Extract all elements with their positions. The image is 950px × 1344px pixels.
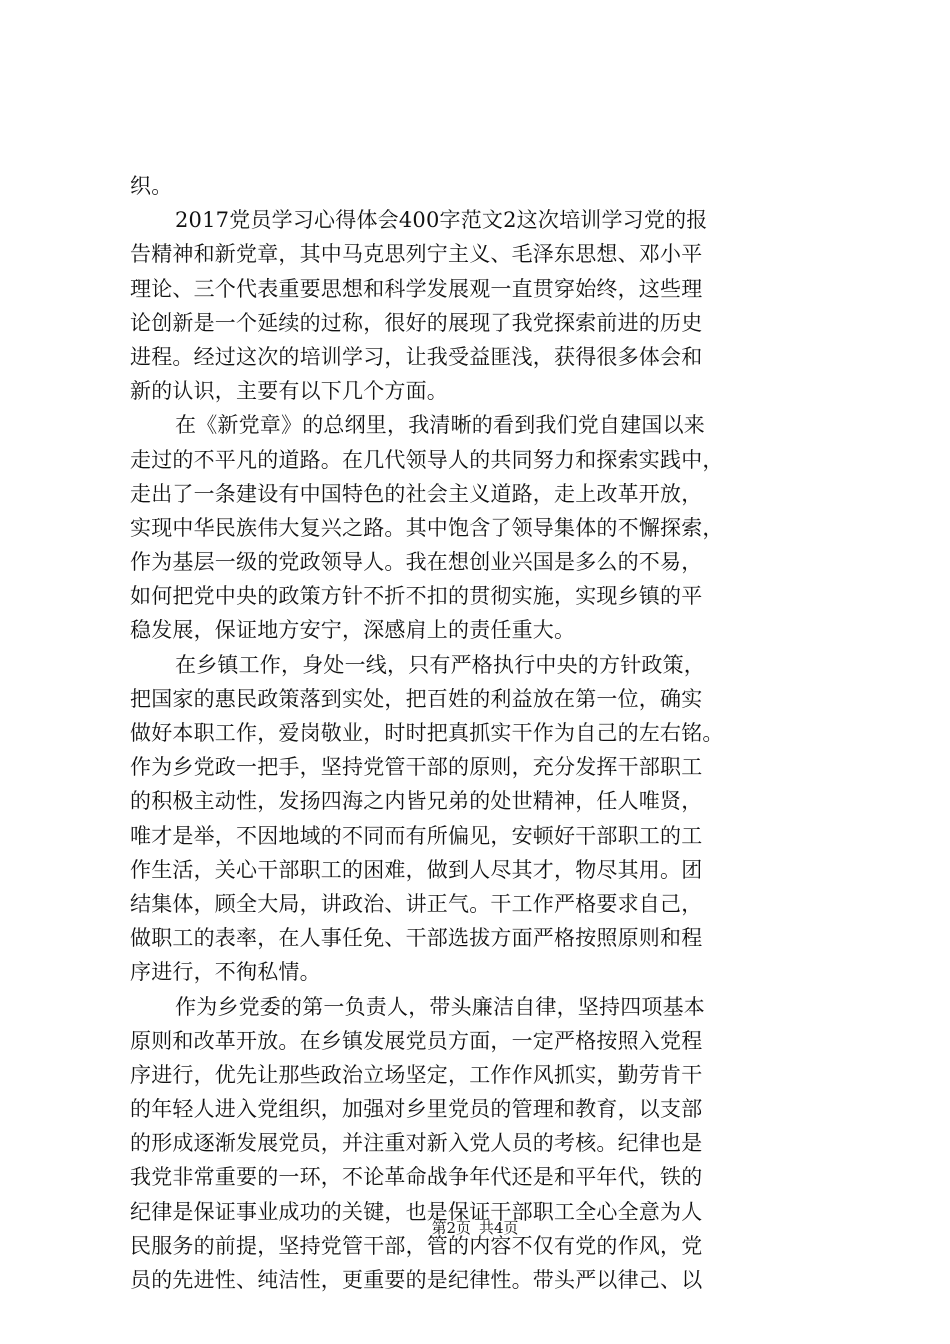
- text-line: 论创新是一个延续的过称，很好的展现了我党探索前进的历史: [130, 310, 703, 335]
- text-line: 的年轻人进入党组织，加强对乡里党员的管理和教育，以支部: [130, 1097, 703, 1122]
- body-text: [130, 169, 842, 1297]
- text-line: 原则和改革开放。在乡镇发展党员方面，一定严格按照入党程: [130, 1028, 703, 1053]
- text-line: 纪律是保证事业成功的关键，也是保证干部职工全心全意为人: [130, 1199, 703, 1224]
- text-line: 作生活，关心干部职工的困难，做到人尽其才，物尽其用。团: [130, 857, 703, 882]
- text-line: 实现中华民族伟大复兴之路。其中饱含了领导集体的不懈探索，: [130, 515, 724, 540]
- text-line: 员的先进性、纯洁性，更重要的是纪律性。带头严以律己、以: [130, 1268, 703, 1292]
- text-line: 我党非常重要的一环，不论革命战争年代还是和平年代，铁的: [130, 1165, 703, 1190]
- text-line: 序进行，优先让那些政治立场坚定，工作作风抓实，勤劳肯干: [130, 1062, 703, 1087]
- text-line: 的积极主动性，发扬四海之内皆兄弟的处世精神，任人唯贤，: [130, 789, 703, 814]
- text-line: 进程。经过这次的培训学习，让我受益匪浅，获得很多体会和: [130, 344, 703, 369]
- text-line: 新的认识，主要有以下几个方面。: [130, 379, 448, 404]
- text-line: 做好本职工作，爱岗敬业，时时把真抓实干作为自己的左右铭。: [130, 721, 724, 745]
- page-footer: [0, 1218, 950, 1238]
- text-line: 如何把党中央的政策方针不折不扣的贯彻实施，实现乡镇的平: [130, 584, 703, 609]
- text-line: 在乡镇工作，身处一线，只有严格执行中央的方针政策，: [175, 652, 705, 677]
- text-line: 序进行，不徇私情。: [130, 960, 321, 985]
- text-line: 织。: [130, 174, 173, 198]
- page-number: 第2页: [431, 1219, 471, 1237]
- text-line: 告精神和新党章，其中马克思列宁主义、毛泽东思想、邓小平: [130, 242, 703, 267]
- text-line: 稳发展，保证地方安宁，深感肩上的责任重大。: [130, 618, 576, 643]
- text-line: 的形成逐渐发展党员，并注重对新入党人员的考核。纪律也是: [130, 1131, 703, 1156]
- text-line: 理论、三个代表重要思想和科学发展观一直贯穿始终，这些理: [130, 276, 703, 301]
- text-line: 唯才是举，不因地域的不同而有所偏见，安顿好干部职工的工: [130, 823, 703, 848]
- text-line: 作为乡党委的第一负责人，带头廉洁自律，坚持四项基本: [175, 994, 705, 1019]
- text-line: 在《新党章》的总纲里，我清晰的看到我们党自建国以来: [175, 413, 705, 438]
- text-line: 作为基层一级的党政领导人。我在想创业兴国是多么的不易，: [130, 550, 703, 575]
- page-total: 共4页: [479, 1219, 519, 1237]
- text-line: 作为乡党政一把手，坚持党管干部的原则，充分发挥干部职工: [130, 755, 703, 780]
- text-line: 2017党员学习心得体会400字范文2这次培训学习党的报: [175, 208, 708, 233]
- text-line: 民服务的前提，坚持党管干部，管的内容不仅有党的作风，党: [130, 1233, 703, 1258]
- text-line: 走过的不平凡的道路。在几代领导人的共同努力和探索实践中，: [130, 447, 724, 472]
- text-line: 把国家的惠民政策落到实处，把百姓的利益放在第一位，确实: [130, 686, 703, 711]
- text-line: 做职工的表率，在人事任免、干部选拔方面严格按照原则和程: [130, 926, 703, 951]
- text-line: 结集体，顾全大局，讲政治、讲正气。干工作严格要求自己，: [130, 891, 703, 916]
- text-line: 走出了一条建设有中国特色的社会主义道路，走上改革开放，: [130, 481, 703, 506]
